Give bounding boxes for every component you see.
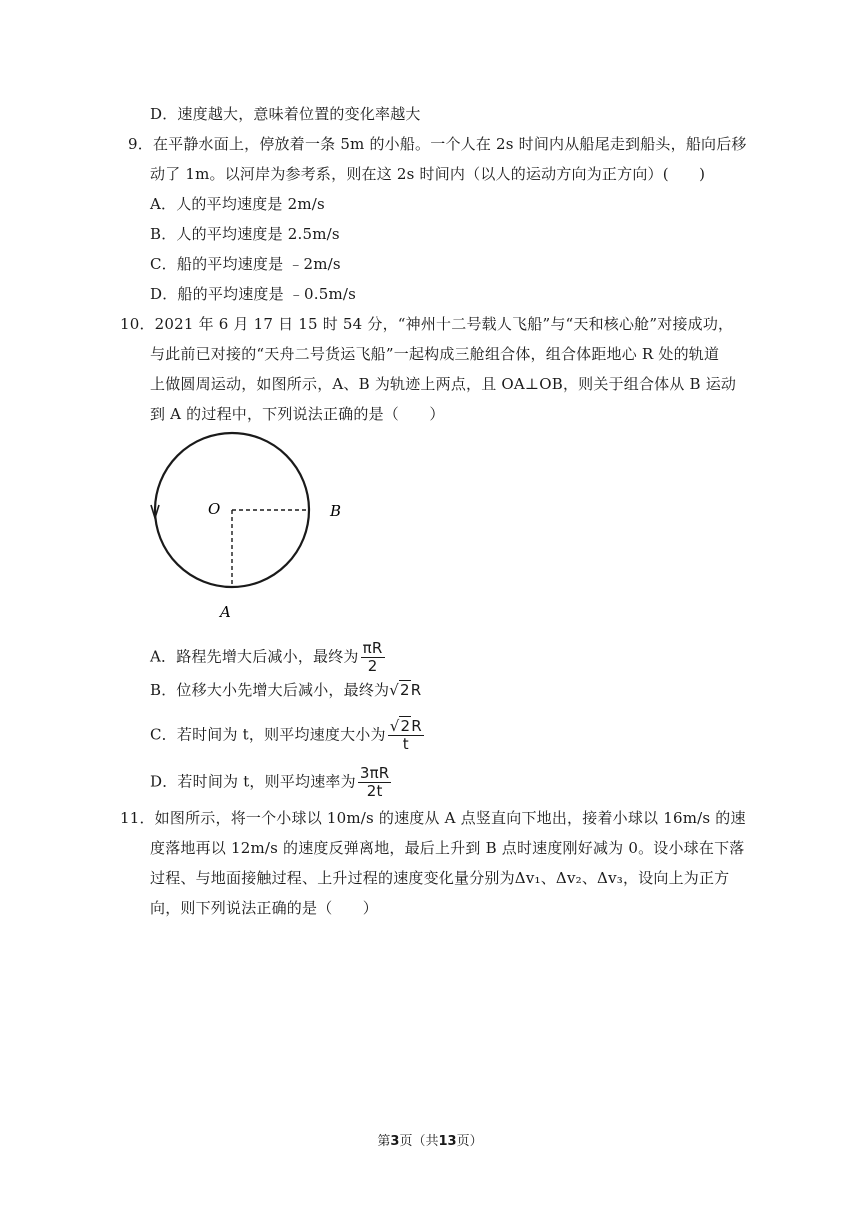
q10-stem-line1: 10．2021 年 6 月 17 日 15 时 54 分，“神州十二号载人飞船”与“天和核心舱”对接成功，: [120, 315, 734, 333]
q9-option-c: C．船的平均速度是 ﹣2m/s: [150, 255, 341, 273]
q9-option-b: B．人的平均速度是 2.5m/s: [150, 225, 340, 243]
label-b: B: [330, 502, 342, 520]
q9-stem-line2: 动了 1m。以河岸为参考系，则在这 2s 时间内（以人的运动方向为正方向）( ): [150, 165, 706, 183]
q8-option-d: D．速度越大，意味着位置的变化率越大: [150, 105, 421, 123]
q9-option-a: A．人的平均速度是 2m/s: [150, 195, 325, 213]
q10-option-b: B．位移大小先增大后减小，最终为√2R: [150, 681, 422, 699]
q9-stem-line1: 9．在平静水面上，停放着一条 5m 的小船。一个人在 2s 时间内从船尾走到船头，船向后移: [128, 135, 747, 153]
fraction: $\frac{3\pi R}{2t}$: [359, 764, 390, 800]
orbit-figure: [140, 425, 370, 625]
q10-stem-line4: 到 A 的过程中，下列说法正确的是（ ）: [150, 405, 445, 423]
label-a: A: [220, 603, 231, 621]
fraction: $\frac{√2R}{t}$: [389, 717, 422, 753]
q10-option-d: D．若时间为 t，则平均速率为 $\frac{3\pi R}{2t}$: [150, 764, 390, 800]
q11-stem-line2: 度落地再以 12m/s 的速度反弹离地，最后上升到 B 点时速度刚好减为 0。设小球在下落: [150, 839, 745, 857]
q10-option-c: C．若时间为 t，则平均速度大小为 $\frac{√2R}{t}$: [150, 717, 422, 753]
fraction: $\frac{\pi R}{2}$: [362, 639, 383, 675]
sqrt-expression: √2R: [389, 681, 422, 699]
q11-stem-line3: 过程、与地面接触过程、上升过程的速度变化量分别为Δv₁、Δv₂、Δv₃，设向上为正方: [150, 869, 730, 887]
page-footer: 第3页（共13页）: [377, 1134, 483, 1149]
q11-stem-line4: 向，则下列说法正确的是（ ）: [150, 899, 379, 917]
q10-stem-line2: 与此前已对接的“天舟二号货运飞船”一起构成三舱组合体，组合体距地心 R 处的轨道: [150, 345, 720, 363]
q9-option-d: D．船的平均速度是 ﹣0.5m/s: [150, 285, 357, 303]
q10-option-a: A．路程先增大后减小，最终为 $\frac{\pi R}{2}$: [150, 639, 383, 675]
label-o: O: [208, 500, 221, 518]
q10-stem-line3: 上做圆周运动，如图所示，A、B 为轨迹上两点，且 OA⊥OB，则关于组合体从 B 运动: [150, 375, 737, 393]
q11-stem-line1: 11．如图所示，将一个小球以 10m/s 的速度从 A 点竖直向下地出，接着小球以 16m/s 的速: [120, 809, 746, 827]
